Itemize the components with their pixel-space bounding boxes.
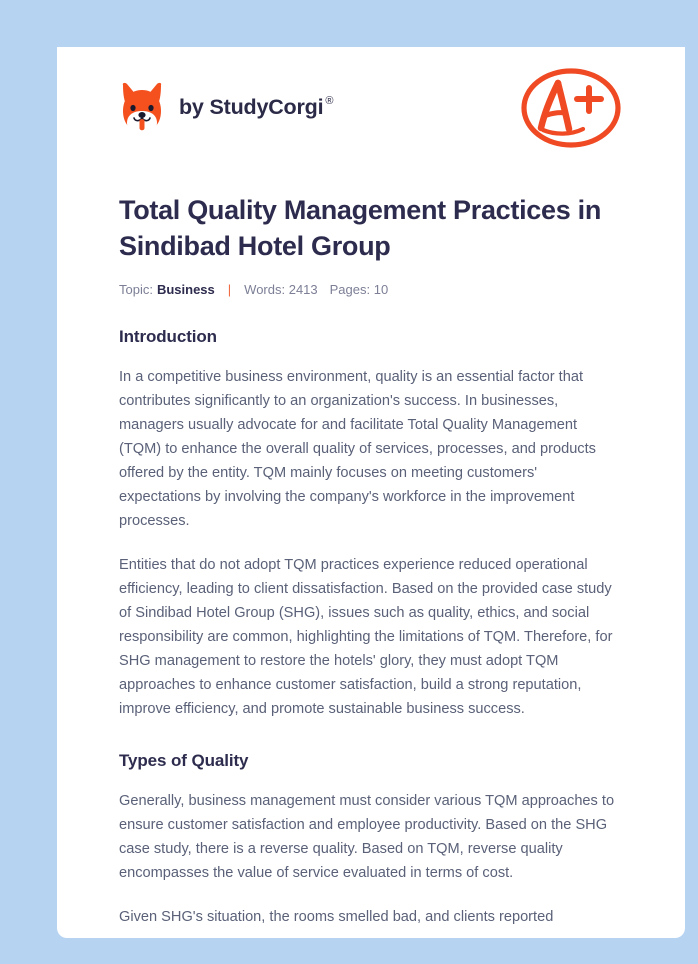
- meta-page-count: Pages: 10: [329, 282, 389, 297]
- a-plus-badge-icon: [519, 65, 623, 151]
- document-meta: [119, 264, 623, 297]
- brand-name: StudyCorgi: [209, 95, 324, 119]
- brand-prefix: by: [179, 95, 204, 119]
- brand-wordmark: [179, 95, 333, 120]
- section-heading-introduction: Introduction: [119, 327, 217, 346]
- registered-mark-icon: ®: [325, 95, 334, 107]
- paragraph: Generally, business management must consider various TQM approaches to ensure customer satisfaction and employee productivity. Based on the SHG case study, there is a reverse quality. Based on TQM, reverse quality encompasses the value of service evaluated in terms of cost.: [119, 793, 615, 881]
- document-content: [57, 47, 685, 929]
- document-header: [119, 47, 623, 160]
- meta-word-count: Words: 2413: [244, 282, 318, 297]
- section-heading-types-of-quality: Types of Quality: [119, 751, 249, 770]
- meta-separator: |: [227, 282, 232, 297]
- document-page: [57, 47, 685, 938]
- page-title: Total Quality Management Practices in Sindibad Hotel Group: [119, 195, 602, 261]
- paragraph: Entities that do not adopt TQM practices experience reduced operational efficiency, leading to client dissatisfaction. Based on the provided case study of Sindibad Hotel Group (SHG), issues such as quality, ethics, and social responsibility are common, highlighting the limitations of TQM. Therefore, for SHG management to restore the hotels' glory, they must adopt TQM approaches to enhance customer satisfaction, build a strong reputation, improve efficiency, and promote sustainable business success.: [119, 557, 613, 717]
- meta-topic-value[interactable]: Business: [156, 282, 215, 297]
- brand-logo[interactable]: [119, 82, 333, 134]
- corgi-head-icon: [119, 82, 165, 134]
- paragraph: In a competitive business environment, quality is an essential factor that contributes significantly to an organization's success. In businesses, managers usually advocate for and facilitate Total Quality Management (TQM) to enhance the overall quality of services, processes, and products offered by the entity. TQM mainly focuses on meeting customers' expectations by involving the company's workforce in the improvement processes.: [119, 369, 596, 529]
- paragraph: Given SHG's situation, the rooms smelled bad, and clients reported: [119, 909, 554, 925]
- meta-topic-label: Topic:: [119, 282, 153, 297]
